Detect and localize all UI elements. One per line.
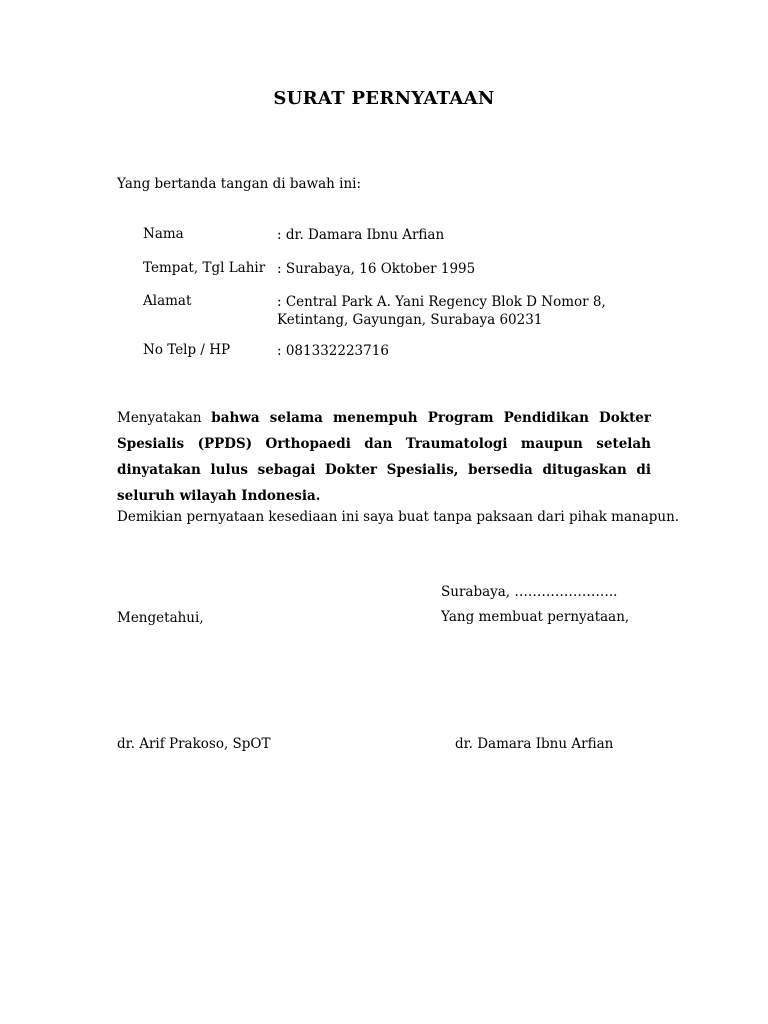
field-value: : 081332223716 — [277, 343, 389, 359]
field-label: Alamat — [143, 293, 192, 309]
place-date: Surabaya, ………………….. — [441, 584, 618, 600]
field-value: : Surabaya, 16 Oktober 1995 — [277, 261, 476, 277]
statement-lead: Menyatakan — [117, 410, 202, 426]
field-label: Nama — [143, 226, 184, 242]
field-label: No Telp / HP — [143, 342, 231, 358]
field-value: : dr. Damara Ibnu Arfian — [277, 227, 445, 243]
intro-text: Yang bertanda tangan di bawah ini: — [117, 176, 362, 192]
field-label: Tempat, Tgl Lahir — [143, 260, 266, 276]
closing-text: Demikian pernyataan kesediaan ini saya buat tanpa paksaan dari pihak manapun. — [117, 509, 680, 525]
maker-label: Yang membuat pernyataan, — [441, 609, 630, 625]
signatory-left: dr. Arif Prakoso, SpOT — [117, 736, 271, 752]
acknowledged-label: Mengetahui, — [117, 610, 204, 626]
statement-bold: bahwa selama menempuh Program Pendidikan Dokter Spesialis (PPDS) Orthopaedi dan Traumatologi maupun setelah dinyatakan lulus sebagai Dokter Spesialis, bersedia ditugaskan di seluruh wilayah Indonesia. — [117, 410, 652, 504]
document-title: SURAT PERNYATAAN — [273, 88, 495, 109]
statement-paragraph — [117, 405, 651, 509]
field-value: : Central Park A. Yani Regency Blok D Nomor 8, Ketintang, Gayungan, Surabaya 60231 — [277, 294, 606, 328]
signatory-right: dr. Damara Ibnu Arfian — [455, 736, 614, 752]
